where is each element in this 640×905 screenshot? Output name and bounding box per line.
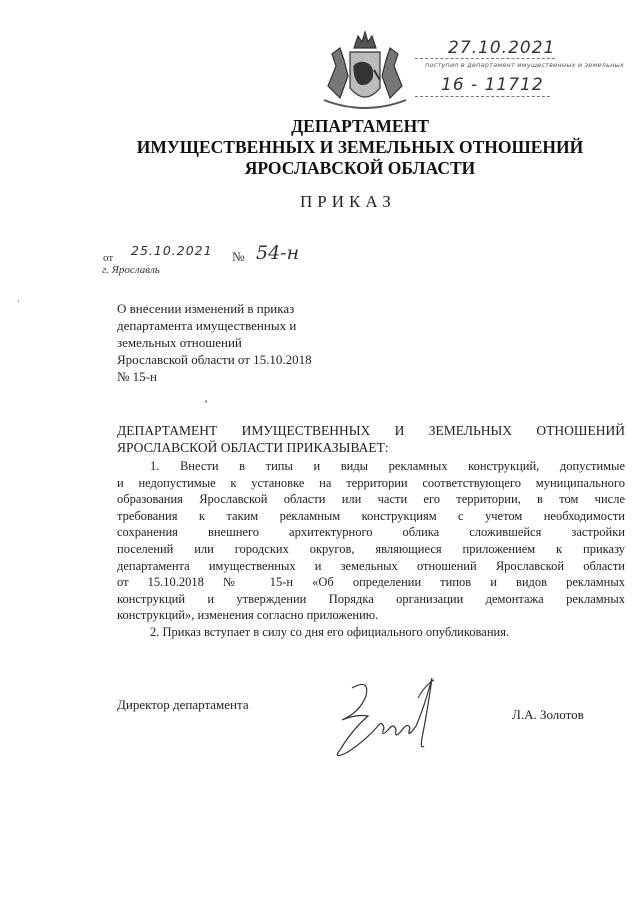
date-label: от xyxy=(103,252,114,264)
signatory-name: Л.А. Золотов xyxy=(512,707,584,722)
subject-line: № 15-н xyxy=(117,369,157,384)
scan-speck xyxy=(205,400,207,403)
header-line: ДЕПАРТАМЕНТ xyxy=(291,116,429,136)
subject-line: О внесении изменений в приказ xyxy=(117,301,295,316)
body-line: поселений или городских округов, являющиеся приложением к приказу xyxy=(117,541,625,556)
stamp-divider xyxy=(415,58,555,59)
body-line: конструкций и утверждении Порядка организации демонтажа рекламных xyxy=(117,591,625,606)
body-line: требования к таким рекламным конструкциям с учетом необходимости xyxy=(117,508,625,523)
number-label: № xyxy=(232,249,245,264)
order-subject xyxy=(117,300,312,385)
body-line: конструкций», изменения согласно приложению. xyxy=(117,608,379,623)
handwritten-signature xyxy=(322,668,442,763)
scan-speck xyxy=(18,300,19,302)
header-line: ИМУЩЕСТВЕННЫХ И ЗЕМЕЛЬНЫХ ОТНОШЕНИЙ xyxy=(136,137,584,157)
header-line: ЯРОСЛАВСКОЙ ОБЛАСТИ xyxy=(244,158,476,178)
subject-line: земельных отношений xyxy=(117,335,242,350)
order-number: 54-н xyxy=(256,242,300,264)
stamp-number: 16 - 11712 xyxy=(441,75,544,95)
stamp-date: 27.10.2021 xyxy=(448,38,556,58)
department-header xyxy=(130,116,590,179)
subject-line: департамента имущественных и xyxy=(117,318,297,333)
signatory-position: Директор департамента xyxy=(117,697,249,712)
body-line: сохранения внешнего архитектурного облика сложившейся застройки xyxy=(117,525,625,540)
order-body xyxy=(117,458,625,641)
subject-line: Ярославской области от 15.10.2018 xyxy=(117,352,312,367)
document-title: ПРИКАЗ xyxy=(300,192,396,211)
preamble-line: ЯРОСЛАВСКОЙ ОБЛАСТИ ПРИКАЗЫВАЕТ: xyxy=(117,440,389,455)
order-preamble xyxy=(117,422,625,456)
preamble-line: ДЕПАРТАМЕНТ ИМУЩЕСТВЕННЫХ И ЗЕМЕЛЬНЫХ ОТНОШЕНИЙ xyxy=(117,423,625,438)
order-date: 25.10.2021 xyxy=(131,243,213,258)
body-line: образования Ярославской области или части его территории, в том числе xyxy=(117,492,625,507)
stamp-divider xyxy=(415,96,550,97)
body-line: 2. Приказ вступает в силу со дня его официального опубликования. xyxy=(150,624,510,639)
stamp-caption: поступил в департамент имущественных и земельных xyxy=(425,61,624,69)
registration-stamp xyxy=(413,38,624,100)
body-line: и недопустимые к установке на территории соответствующего муниципального xyxy=(117,475,625,490)
body-line: 1. Внести в типы и виды рекламных конструкций, допустимые xyxy=(150,459,625,473)
coat-of-arms-emblem xyxy=(318,26,412,112)
body-line: департамента имущественных и земельных отношений Ярославской области xyxy=(117,558,625,573)
body-line: от 15.10.2018 № 15-н «Об определении типов и видов рекламных xyxy=(117,575,625,590)
city-label: г. Ярославль xyxy=(102,264,160,276)
